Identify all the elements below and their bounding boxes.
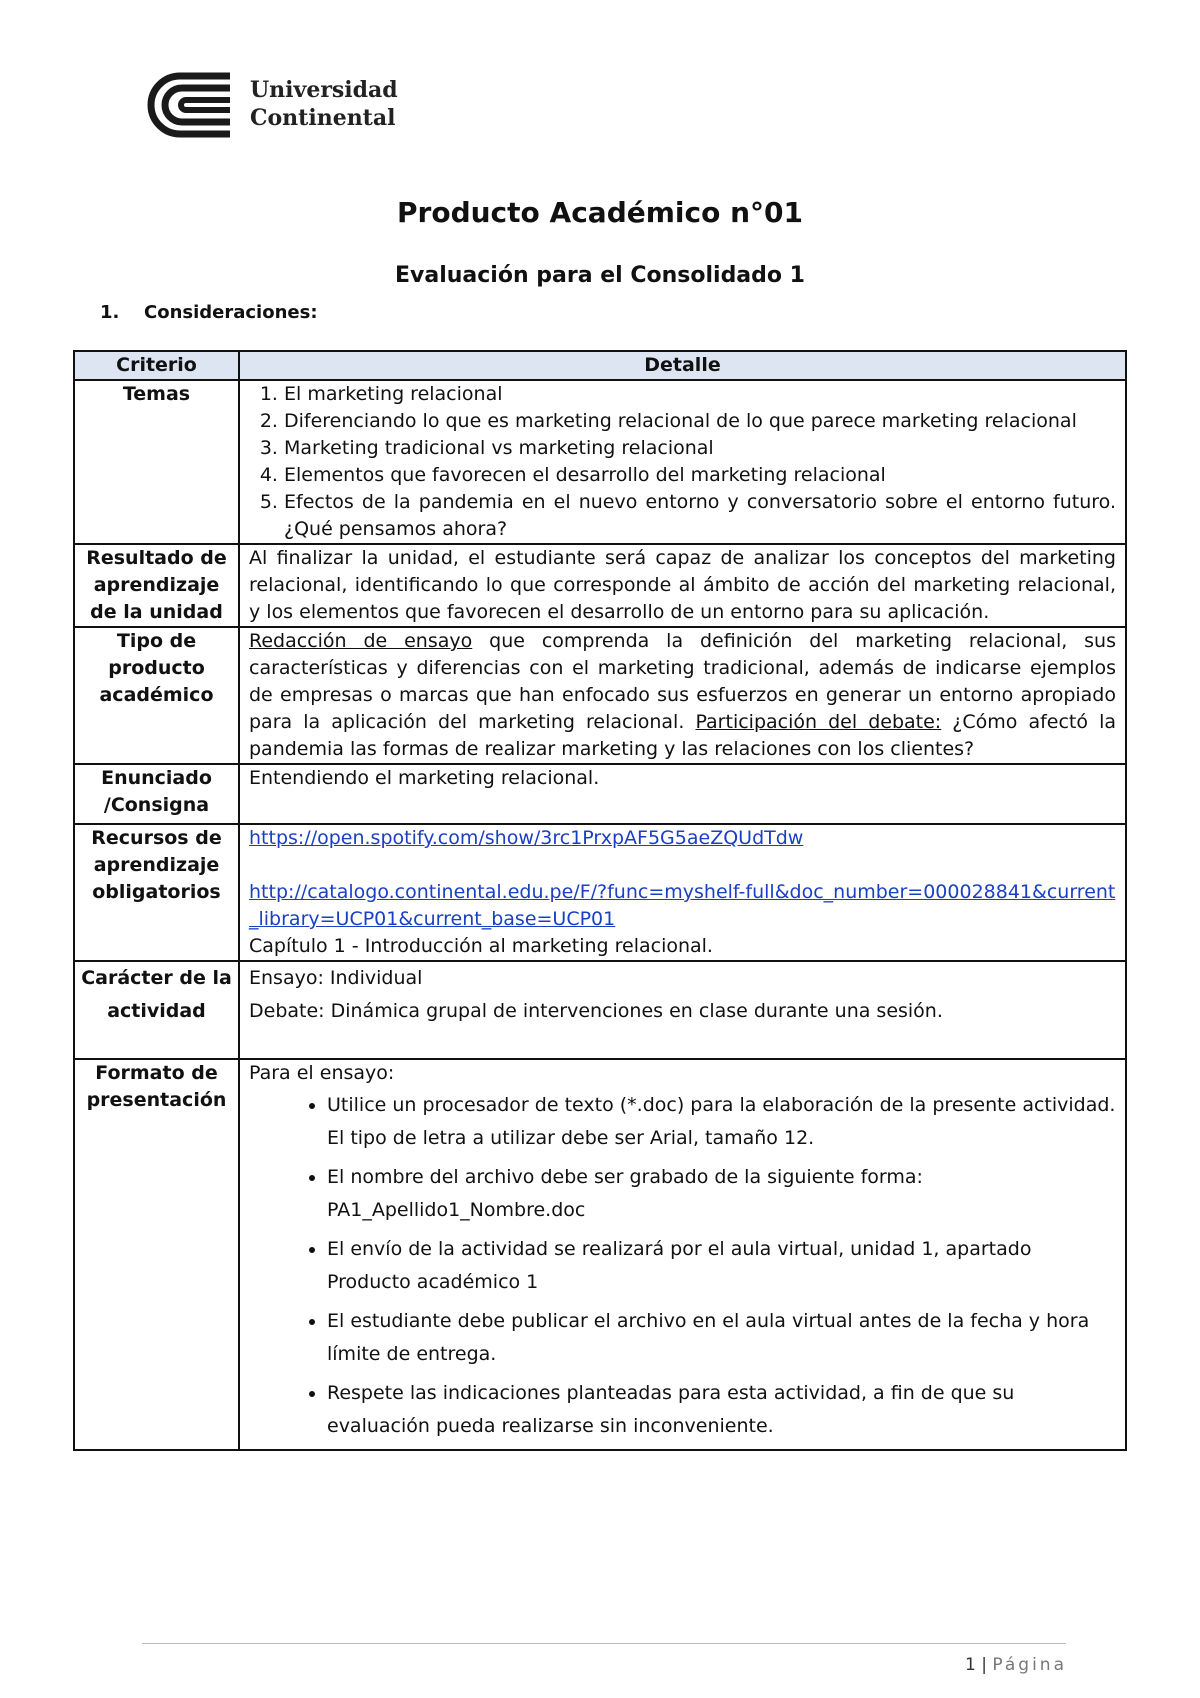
section-number: 1. <box>100 302 120 323</box>
label-recursos: Recursos de aprendizaje obligatorios <box>74 824 239 961</box>
criteria-table <box>73 350 1127 1451</box>
header-criterio: Criterio <box>74 351 239 380</box>
formato-bullet: • Utilice un procesador de texto (*.doc) para la elaboración de la presente actividad. El tipo de letra a utilizar debe ser Arial, tamaño 12. <box>327 1089 1116 1155</box>
footer-separator: | <box>981 1655 987 1675</box>
spotify-link[interactable]: https://open.spotify.com/show/3rc1PrxpAF5G5aeZQUdTdw <box>249 827 804 849</box>
caracter-line-2: Debate: Dinámica grupal de intervenciones en clase durante una sesión. <box>249 1000 943 1022</box>
label-enunciado: Enunciado /Consigna <box>74 764 239 824</box>
label-formato: Formato de presentación <box>74 1059 239 1450</box>
table-row-enunciado <box>74 764 1126 824</box>
debate-text: ¿Cómo afectó la pandemia las formas de realizar marketing y las relaciones con los clientes? <box>249 711 1116 760</box>
table-row-temas <box>74 380 1126 544</box>
table-row-resultado <box>74 544 1126 627</box>
formato-intro: Para el ensayo: <box>249 1062 395 1084</box>
table-row-caracter <box>74 961 1126 1059</box>
page-label: Página <box>992 1655 1067 1675</box>
document-title: Producto Académico n°01 <box>397 196 803 229</box>
logo-line-1: Universidad <box>250 77 398 103</box>
detail-tipo <box>239 627 1126 764</box>
topic-item: 5. Efectos de la pandemia en el nuevo entorno y conversatorio sobre el entorno futuro. ¿Qué pensamos ahora? <box>284 489 1116 543</box>
chapter-text: Capítulo 1 - Introducción al marketing relacional. <box>249 935 713 957</box>
caracter-line-1: Ensayo: Individual <box>249 967 423 989</box>
label-tipo: Tipo de producto académico <box>74 627 239 764</box>
label-temas: Temas <box>74 380 239 544</box>
document-subtitle: Evaluación para el Consolidado 1 <box>395 263 805 288</box>
footer-divider <box>142 1643 1066 1644</box>
page-number: 1 <box>965 1655 976 1675</box>
section-label: Consideraciones: <box>144 302 318 323</box>
detail-caracter <box>239 961 1126 1059</box>
detail-enunciado: Entendiendo el marketing relacional. <box>239 764 1126 824</box>
formato-bullets <box>249 1089 1116 1443</box>
debate-underlined: Participación del debate: <box>695 711 942 733</box>
formato-bullet: • El nombre del archivo debe ser grabado de la siguiente forma: PA1_Apellido1_Nombre.doc <box>327 1161 1116 1227</box>
detail-recursos <box>239 824 1126 961</box>
formato-bullet: • Respete las indicaciones planteadas para esta actividad, a fin de que su evaluación pueda realizarse sin inconveniente. <box>327 1377 1116 1443</box>
detail-formato <box>239 1059 1126 1450</box>
header-detalle: Detalle <box>239 351 1126 380</box>
topic-item: 2. Diferenciando lo que es marketing relacional de lo que parece marketing relacional <box>284 408 1116 435</box>
page-footer <box>965 1655 1067 1675</box>
university-logo-icon <box>142 70 234 140</box>
ensayo-underlined: Redacción de ensayo <box>249 630 473 652</box>
university-logo <box>142 70 402 142</box>
detail-resultado: Al finalizar la unidad, el estudiante será capaz de analizar los conceptos del marketing relacional, identificando lo que corresponde al ámbito de acción del marketing relacional, y los elementos que favorecen el desarrollo de un entorno para su aplicación. <box>239 544 1126 627</box>
section-heading <box>100 302 318 323</box>
table-header-row <box>74 351 1126 380</box>
label-caracter: Carácter de la actividad <box>74 961 239 1059</box>
formato-bullet: • El estudiante debe publicar el archivo en el aula virtual antes de la fecha y hora límite de entrega. <box>327 1305 1116 1371</box>
detail-temas <box>239 380 1126 544</box>
topic-item: 3. Marketing tradicional vs marketing relacional <box>284 435 1116 462</box>
logo-text <box>250 76 398 132</box>
topics-list <box>249 381 1116 543</box>
label-resultado: Resultado de aprendizaje de la unidad <box>74 544 239 627</box>
topic-item: 1. El marketing relacional <box>284 381 1116 408</box>
ensayo-text: que comprenda la definición del marketing relacional, sus características y diferencias con el marketing tradicional, además de indicarse ejemplos de empresas o marcas que han enfocado sus esfuerzos en generar un entorno apropiado para la aplicación del marketing relacional. <box>249 630 1116 733</box>
formato-bullet: • El envío de la actividad se realizará por el aula virtual, unidad 1, apartado Producto académico 1 <box>327 1233 1116 1299</box>
table-row-formato <box>74 1059 1126 1450</box>
table-row-tipo <box>74 627 1126 764</box>
table-row-recursos <box>74 824 1126 961</box>
topic-item: 4. Elementos que favorecen el desarrollo del marketing relacional <box>284 462 1116 489</box>
logo-line-2: Continental <box>250 105 396 131</box>
catalog-link[interactable]: http://catalogo.continental.edu.pe/F/?func=myshelf-full&doc_number=000028841&current_library=UCP01&current_base=UCP01 <box>249 881 1116 930</box>
